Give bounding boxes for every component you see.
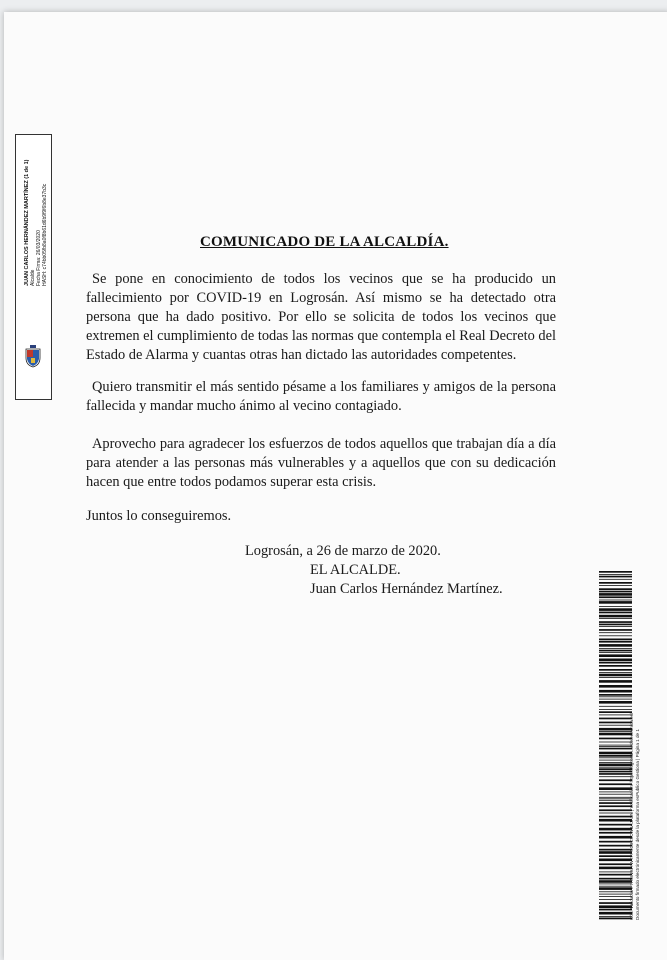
signer-stamp-hash: HASH: c74bb05fb8a0f8b61d6b9f9f6b8e37b3c bbox=[42, 183, 48, 286]
coat-of-arms-icon bbox=[23, 344, 43, 368]
signer-stamp-role: Alcalde bbox=[30, 269, 36, 286]
closing-line: Juntos lo conseguiremos. bbox=[86, 508, 232, 524]
verification-line-1: Cód. Validación: 7AWN9JYWTFPXC9C9CW3AJA3N | Verificación: https://logrosan.sedelectronica.es/ bbox=[629, 712, 634, 920]
signer-name: Juan Carlos Hernández Martínez. bbox=[310, 581, 503, 597]
paragraph-1 bbox=[86, 270, 556, 365]
document-title: COMUNICADO DE LA ALCALDÍA. bbox=[200, 234, 449, 250]
signer-stamp-date: Fecha Firma: 26/03/2020 bbox=[36, 230, 42, 286]
paragraph-2-text: Quiero transmitir el más sentido pésame a los familiares y amigos de la persona fallecida y mandar mucho ánimo al vecino contagiado. bbox=[86, 379, 556, 414]
place-date: Logrosán, a 26 de marzo de 2020. bbox=[245, 543, 441, 559]
signature-stamp-text bbox=[24, 26, 46, 286]
paragraph-2 bbox=[86, 378, 556, 416]
paragraph-1-text: Se pone en conocimiento de todos los vecinos que se ha producido un fallecimiento por COVID-19 en Logrosán. Así mismo se ha detectado otra persona que ha dado positivo. Por ello se solicita de todos los vecinos que extremen el cumplimiento de todas las normas que contempla el Real Decreto del Estado de Alarma y cuantas otras han dictado las autoridades competentes. bbox=[86, 271, 556, 363]
signer-stamp-name: JUAN CARLOS HERNÁNDEZ MARTÍNEZ (1 de 1) bbox=[24, 159, 30, 286]
paragraph-3-text: Aprovecho para agradecer los esfuerzos de todos aquellos que trabajan día a día para atender a las personas más vulnerables y a aquellos que con su dedicación hacen que entre todos podamos superar esta crisis. bbox=[86, 436, 556, 490]
paragraph-3 bbox=[86, 435, 556, 492]
barcode bbox=[599, 571, 632, 920]
verification-text bbox=[629, 580, 649, 920]
signer-title: EL ALCALDE. bbox=[310, 562, 401, 578]
verification-line-2: Documento firmado electrónicamente desde la plataforma esPublico Gestiona | Página 1 de 1 bbox=[635, 729, 640, 920]
